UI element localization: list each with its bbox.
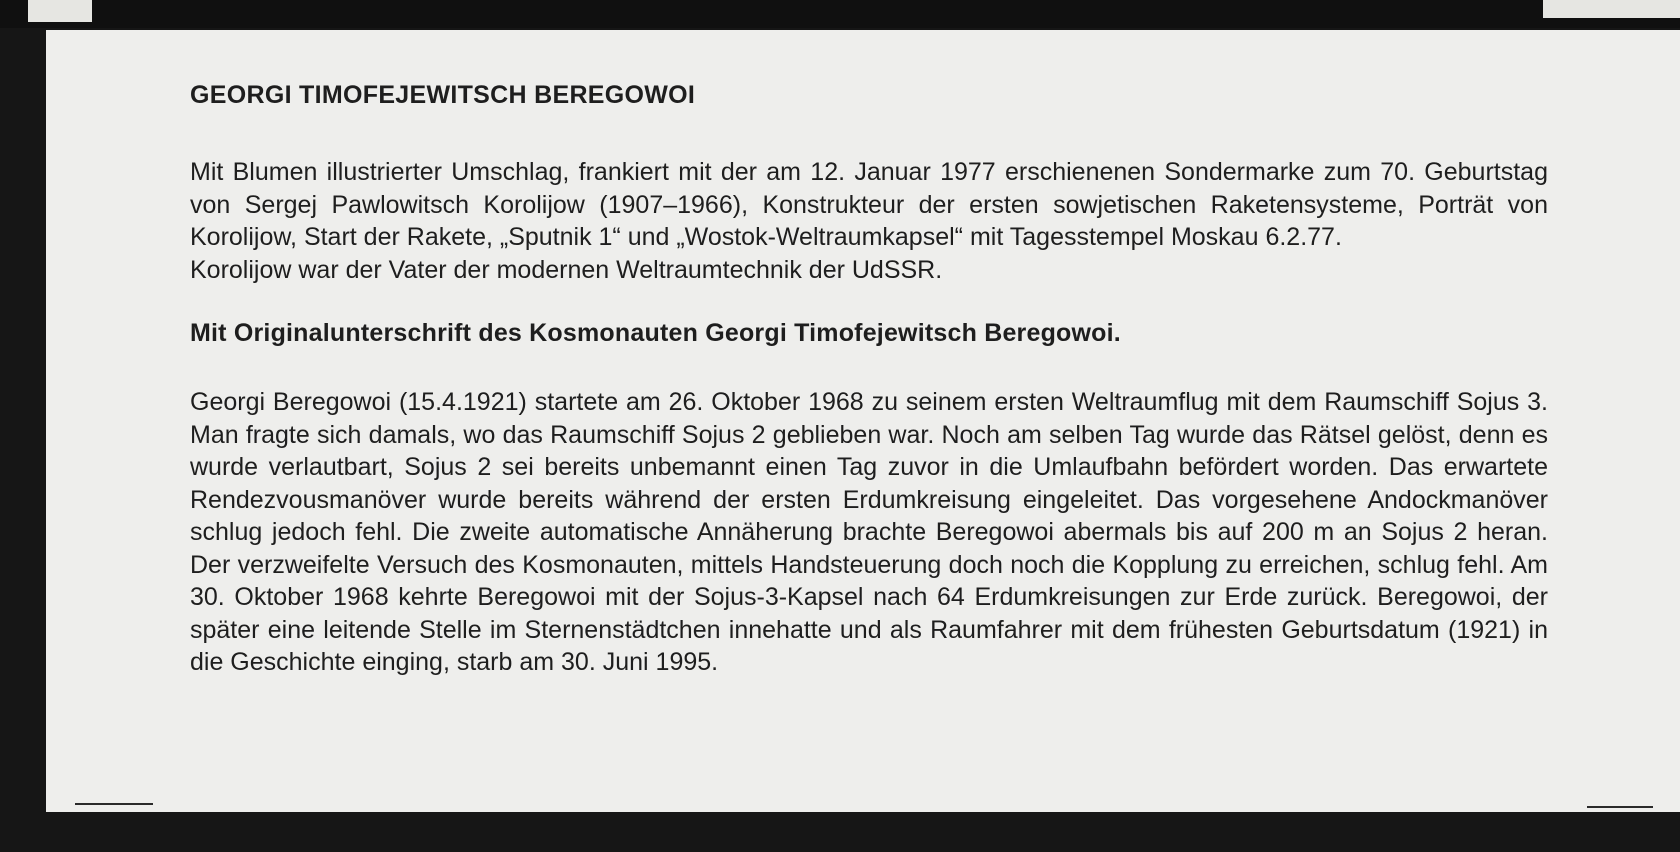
crop-mark-right [1587,806,1653,808]
top-right-paper-edge [1543,0,1680,18]
intro-closing-sentence: Korolijow war der Vater der modernen Weltraumtechnik der UdSSR. [190,255,943,284]
document-content [190,78,1548,679]
biography-paragraph: Georgi Beregowoi (15.4.1921) startete am 26. Oktober 1968 zu seinem ersten Weltraumflug mit dem Raumschiff Sojus 3. Man fragte sich damals, wo das Raumschiff Sojus 2 geblieben war. Noch am selben Tag wurde das Rätsel gelöst, denn es wurde verlautbart, Sojus 2 sei bereits unbemannt einen Tag zuvor in die Umlaufbahn befördert worden. Das erwartete Rendezvousmanöver wurde bereits während der ersten Erdumkreisung eingeleitet. Das vorgesehene Andockmanöver schlug jedoch fehl. Die zweite automatische Annäherung brachte Beregowoi abermals bis auf 200 m an Sojus 2 heran. Der verzweifelte Versuch des Kosmonauten, mittels Handsteuerung doch noch die Kopplung zu erreichen, schlug fehl. Am 30. Oktober 1968 kehrte Beregowoi mit der Sojus-3-Kapsel nach 64 Erdumkreisungen zur Erde zurück. Beregowoi, der später eine leitende Stelle im Sternenstädtchen innehatte und als Raumfahrer mit dem frühesten Geburtsdatum (1921) in die Geschichte einging, starb am 30. Juni 1995. [190,388,1548,676]
top-left-paper-edge [28,0,92,22]
top-dark-strip [0,0,1680,28]
signature-note: Mit Originalunterschrift des Kosmonauten Georgi Timofejewitsch Beregowoi. [190,319,1121,347]
intro-text: Mit Blumen illustrierter Umschlag, frankiert mit der am 12. Januar 1977 erschienenen Sondermarke zum 70. Geburtstag von Sergej Pawlowitsch Korolijow (1907–1966), Konstrukteur der ersten sowjetischen Raketensysteme, Porträt von Korolijow, Start der Rakete, „Sputnik 1“ und „Wostok-Weltraumkapsel“ mit Tagesstempel Moskau 6.2.77. [190,158,1548,251]
crop-mark-left [75,803,153,805]
intro-paragraph [190,156,1548,286]
document-title: GEORGI TIMOFEJEWITSCH BEREGOWOI [190,81,696,109]
